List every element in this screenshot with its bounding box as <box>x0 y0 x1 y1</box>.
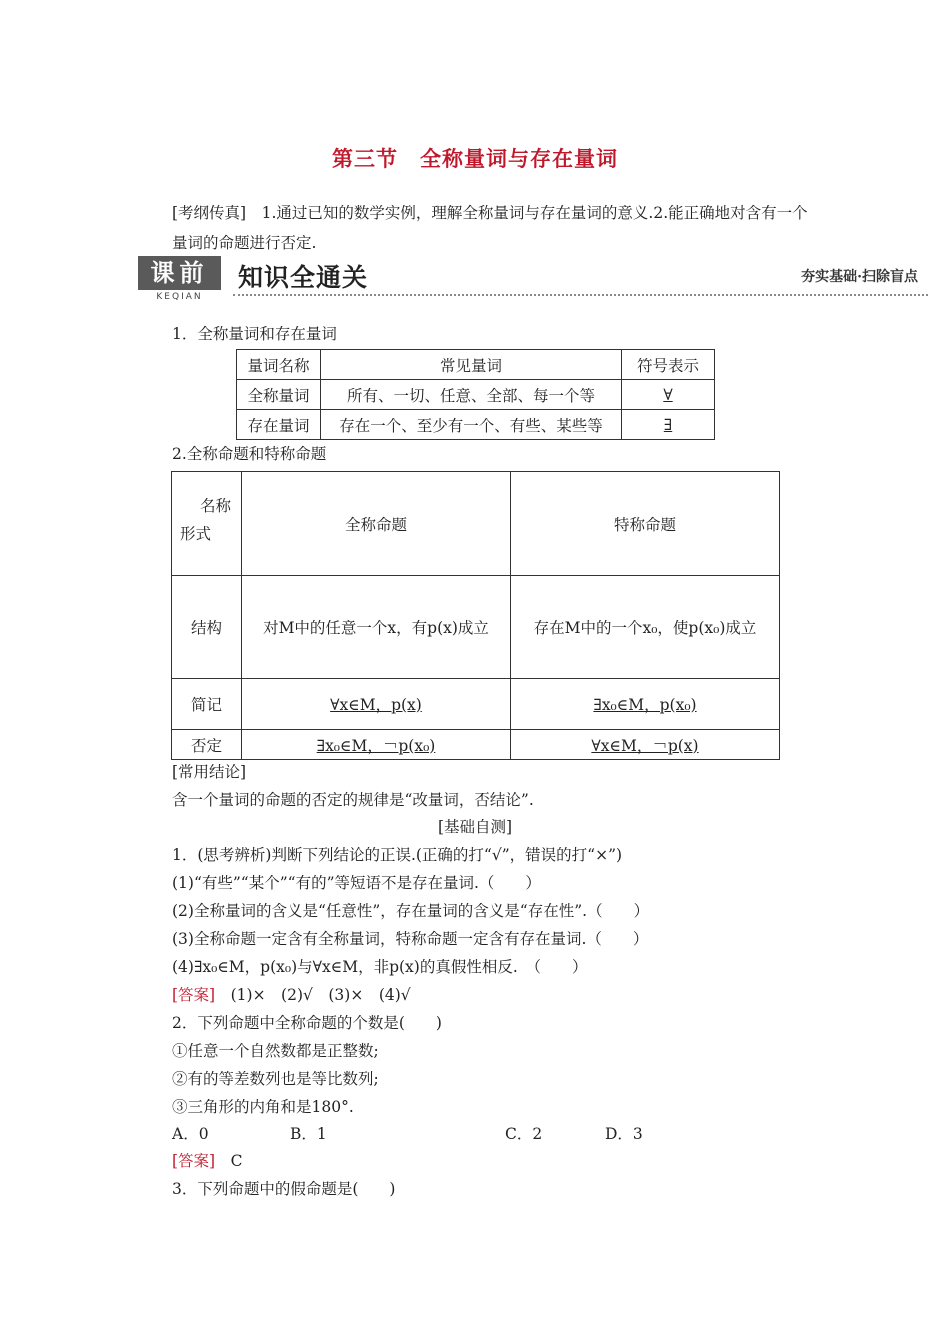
question-item: (2)全称量词的含义是“任意性”，存在量词的含义是“存在性”.（ ） <box>172 902 650 920</box>
banner-title: 知识全通关 <box>238 263 369 292</box>
question-item: ②有的等差数列也是等比数列; <box>172 1070 379 1088</box>
question-3: 3．下列命题中的假命题是( ) <box>172 1180 396 1198</box>
table-cell: ∃x₀∈M，￢p(x₀) <box>242 730 511 760</box>
question-item: (4)∃x₀∈M，p(x₀)与∀x∈M，非p(x)的真假性相反. （ ） <box>172 958 588 976</box>
banner-badge-sub: KEQIAN <box>156 292 203 302</box>
table-cell: 简记 <box>172 679 242 730</box>
quantifier-table <box>236 349 715 440</box>
selftest-label: [基础自测] <box>437 818 513 836</box>
answer-line <box>172 1149 242 1171</box>
table-cell: 所有、一切、任意、全部、每一个等 <box>321 380 622 410</box>
answer-line <box>172 983 411 1005</box>
intro-label: [考纲传真] <box>172 204 247 222</box>
table-row <box>237 380 715 410</box>
table-cell: ∀x∈M，p(x) <box>242 679 511 730</box>
conclusion-text: 含一个量词的命题的否定的规律是“改量词，否结论”. <box>172 791 534 809</box>
table-cell: ∀x∈M，￢p(x) <box>511 730 780 760</box>
question-2: 2．下列命题中全称命题的个数是( ) <box>172 1014 442 1032</box>
banner-badge: 课前 <box>138 256 221 290</box>
banner-divider <box>233 294 928 296</box>
table-cell: 结构 <box>172 576 242 679</box>
table-header-cell: 特称命题 <box>511 472 780 576</box>
table-header-row <box>237 350 715 380</box>
table-header-cell: 常见量词 <box>321 350 622 380</box>
corner-top-label: 名称 <box>200 497 232 515</box>
table-cell: 存在M中的一个x₀，使p(x₀)成立 <box>511 576 780 679</box>
answer-text: C <box>215 1152 243 1170</box>
question-item: (1)“有些”“某个”“有的”等短语不是存在量词.（ ） <box>172 874 541 892</box>
answer-label: [答案] <box>172 1152 216 1170</box>
table-corner-cell <box>172 472 242 576</box>
section1-heading: 1．全称量词和存在量词 <box>172 325 337 343</box>
answer-text: (1)× (2)√ (3)× (4)√ <box>215 986 411 1004</box>
table-header-row <box>172 472 780 576</box>
corner-bottom-label: 形式 <box>180 525 212 543</box>
intro-paragraph <box>172 198 822 258</box>
table-cell: 全称量词 <box>237 380 321 410</box>
proposition-table <box>171 471 780 760</box>
question-item: ①任意一个自然数都是正整数; <box>172 1042 379 1060</box>
table-header-cell: 量词名称 <box>237 350 321 380</box>
option-a: A．0 <box>172 1125 209 1143</box>
table-row <box>172 730 780 760</box>
question-1: 1．(思考辨析)判断下列结论的正误.(正确的打“√”，错误的打“×”) <box>172 846 623 864</box>
conclusion-label: [常用结论] <box>172 763 247 781</box>
table-cell: 对M中的任意一个x，有p(x)成立 <box>242 576 511 679</box>
table-cell: 存在量词 <box>237 410 321 440</box>
table-row <box>237 410 715 440</box>
section2-heading: 2.全称命题和特称命题 <box>172 445 327 463</box>
table-header-cell: 符号表示 <box>622 350 715 380</box>
question-item: ③三角形的内角和是180°. <box>172 1098 354 1116</box>
table-row <box>172 679 780 730</box>
option-d: D．3 <box>605 1125 643 1143</box>
answer-label: [答案] <box>172 986 216 1004</box>
section-banner <box>138 256 928 306</box>
option-b: B．1 <box>290 1125 327 1143</box>
table-cell: ∃x₀∈M，p(x₀) <box>511 679 780 730</box>
question-item: (3)全称命题一定含有全称量词，特称命题一定含有存在量词.（ ） <box>172 930 649 948</box>
table-cell: 否定 <box>172 730 242 760</box>
page-title: 第三节 全称量词与存在量词 <box>332 147 618 171</box>
table-cell: ∃ <box>622 410 715 440</box>
table-header-cell: 全称命题 <box>242 472 511 576</box>
option-c: C．2 <box>505 1125 543 1143</box>
banner-slogan: 夯实基础·扫除盲点 <box>801 269 918 285</box>
intro-text: 1.通过已知的数学实例，理解全称量词与存在量词的意义.2.能正确地对含有一个量词的命题进行否定. <box>172 204 808 252</box>
table-cell: ∀ <box>622 380 715 410</box>
table-row <box>172 576 780 679</box>
table-cell: 存在一个、至少有一个、有些、某些等 <box>321 410 622 440</box>
